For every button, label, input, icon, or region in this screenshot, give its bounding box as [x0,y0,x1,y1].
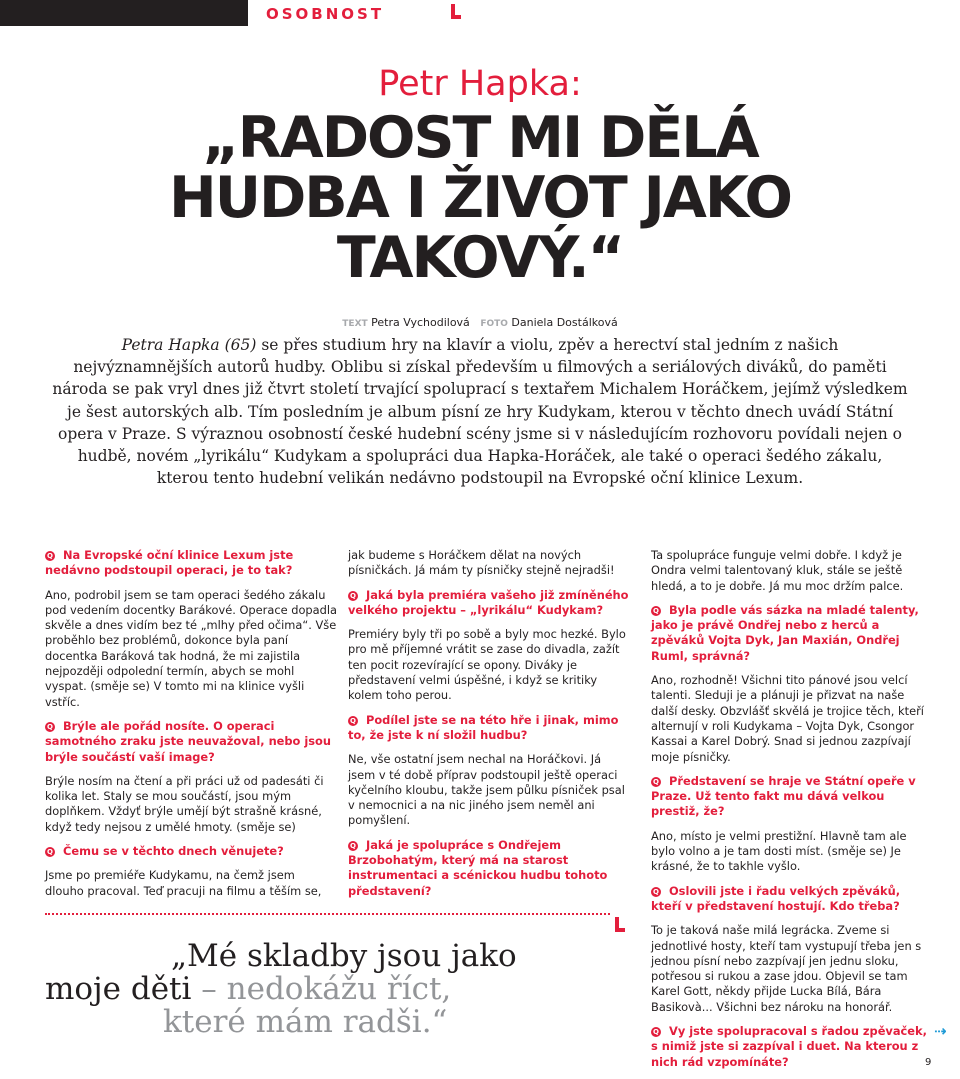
answer: Premiéry byly tři po sobě a byly moc hezké. Bylo pro mě příjemné vrátit se zase do divadla, zažít ten pocit rozevírající se opony. Diváky je představení velmi úspěšné, i když se kritiky kolem toho perou. [348,627,626,703]
credits [0,316,960,329]
question-icon: Q [348,716,358,726]
qa-block [348,548,631,579]
qa-block [651,548,933,594]
photo-credit-author: Daniela Dostálková [511,316,618,329]
qa-block [45,548,337,710]
question [45,548,337,579]
arrow-right-icon: ⇢ [934,1022,947,1040]
answer: Ne, vše ostatní jsem nechal na Horáčkovi. Já jsem v té době příprav podstoupil ještě operaci kyčelního kloubu, takže jsem půlku písniček psal v nemocnici a na nic jiného jsem neměl ani pomyšlení. [348,752,625,828]
answer: Brýle nosím na čtení a při práci už od padesáti či kolika let. Staly se mou součástí, jsou mým doplňkem. Vždyť brýle umějí být strašně krásné, když tedy nejsou z umělé hmoty. (směje se) [45,773,324,834]
column-2 [348,548,631,908]
headline-line: TAKOVÝ.“ [336,225,624,291]
question-text: Čemu se v těchto dnech věnujete? [63,844,284,859]
question-text: Byla podle vás sázka na mladé talenty, jako je právě Ondřej nebo z herců a zpěváků Vojta Dyk, Jan Maxián, Ondřej Ruml, správná? [651,602,919,663]
headline-line: „RADOST MI DĚLÁ [202,105,758,171]
question-icon: Q [45,847,55,857]
answer: Jsme po premiéře Kudykamu, na čemž jsem dlouho pracoval. Teď pracuji na filmu a těším se, [45,868,322,898]
corner-mark-icon [615,917,625,932]
question [348,713,631,744]
qa-block [45,844,337,899]
answer: To je taková naše milá legrácka. Zveme si jednotlivé hosty, kteří tam vystupují třeba jen s jednou písní nebo zazpívají jen jednu sloku, potřesou si rukou a zase jdou. Objevil se tam Karel Gott, někdy přijde Lucka Bílá, Bára Basikovà... Všichni bez nároku na honorář. [651,923,922,1014]
question-text: Jaká je spolupráce s Ondřejem Brzobohatým, který má na starost instrumentaci a scénickou hudbu tohoto představení? [348,837,608,898]
corner-mark-icon [451,4,461,19]
question [651,603,933,664]
question [45,719,337,765]
question [651,884,933,915]
answer: Ano, podrobil jsem se tam operaci šedého zákalu pod vedením docentky Barákové. Operace dopadla skvěle a dnes vidím bez té „mlhy před očima“. Vše proběhlo bez problémů, dokonce byla paní docentka Baráková tak hodná, že mi zajistila nejpozději odpolední termín, abych se mohl vyspat. (směje se) V tomto mi na klinice vyšli vstříc. [45,587,337,709]
question [651,774,933,820]
pull-quote [45,940,605,1039]
answer: Ano, rozhodně! Všichni tito pánové jsou velcí talenti. Sleduji je a plánuji je přizvat na naše další desky. Obzvlášť skvělá je trojice těch, kteří alternují v roli Kudykama – Vojta Dyk, Csongor Kassai a Karel Dobrý. Snad si jednou zazpívají moje písničky. [651,673,924,764]
answer: Ta spolupráce funguje velmi dobře. I když je Ondra velmi talentovaný kluk, stále se ještě hledá, a to je dobře. Já mu moc držím palce. [651,548,904,593]
qa-block [348,588,631,704]
qa-block [651,884,933,1015]
question-icon: Q [651,606,661,616]
qa-block [348,838,631,899]
question-icon: Q [348,841,358,851]
page-number: 9 [925,1057,932,1068]
column-1 [45,548,337,908]
question [348,838,631,899]
qa-block [651,1024,933,1070]
article-subtitle: Petr Hapka: [378,64,582,104]
answer: jak budeme s Horáčkem dělat na nových písničkách. Já mám ty písničky stejně nejradši! [348,548,615,578]
divider [45,913,610,915]
pull-quote-line: „Mé skladby jsou jako [171,938,517,974]
section-label: OSOBNOST [266,5,385,23]
headline-line: HUDBA I ŽIVOT JAKO [169,165,791,231]
pull-quote-line: které mám radši.“ [163,1004,448,1040]
question-text: Oslovili jste i řadu velkých zpěváků, kteří v představení hostují. Kdo třeba? [651,883,901,913]
question [45,844,337,859]
qa-block [651,774,933,875]
question-text: Brýle ale pořád nosíte. O operaci samotného zraku jste neuvažoval, nebo jsou brýle součástí vaší image? [45,718,331,764]
qa-block [45,719,337,835]
pull-quote-grey: – nedokážu říct, [191,971,452,1007]
photo-credit-label: FOTO [480,319,508,329]
lead-paragraph [50,334,910,489]
answer: Ano, místo je velmi prestižní. Hlavně tam ale bylo volno a je tam dosti míst. (směje se) Je krásné, že to takhle vyšlo. [651,828,907,874]
header-bar [0,0,248,26]
question [651,1024,933,1070]
article-headline [110,105,850,291]
question-text: Na Evropské oční klinice Lexum jste nedávno podstoupil operaci, je to tak? [45,548,294,578]
pull-quote-line [45,973,605,1006]
question-text: Jaká byla premiéra vašeho již zmíněného velkého projektu – „lyrikálu“ Kudykam? [348,587,629,617]
text-credit-label: TEXT [342,319,368,329]
question [348,588,631,619]
question-text: Představení se hraje ve Státní opeře v Praze. Už tento fakt mu dává velkou prestiž, že? [651,773,916,819]
question-icon: Q [348,591,358,601]
question-icon: Q [45,551,55,561]
qa-block [651,603,933,765]
text-credit-author: Petra Vychodilová [371,316,470,329]
lead-name: Petra Hapka (65) [121,336,257,354]
question-icon: Q [651,887,661,897]
pull-quote-emphasis: moje děti [45,971,192,1007]
lead-text: se přes studium hry na klavír a violu, zpěv a herectví stal jedním z našich nejvýznamnějších autorů hudby. Oblibu si získal především u filmových a seriálových diváků, do paměti národa se pak vryl dnes již čtvrt století trvající spoluprací s textařem Michalem Horáčkem, jejímž výsledkem je šest autorských alb. Tím posledním je album písní ze hry Kudykam, kterou v těchto dnech uvádí Státní opera v Praze. S výraznou osobností české hudební scény jsme si v následujícím rozhovoru povídali nejen o hudbě, novém „lyrikálu“ Kudykam a spolupráci dua Hapka-Horáček, ale také o operaci šedého zákalu, kterou tento hudební velikán nedávno podstoupil na Evropské oční klinice Lexum. [52,336,908,488]
question-text: Vy jste spolupracoval s řadou zpěvaček, s nimiž jste si zazpíval i duet. Na kterou z nich rád vzpomínáte? [651,1024,927,1069]
question-text: Podílel jste se na této hře i jinak, mimo to, že jste k ní složil hudbu? [348,712,619,742]
column-3 [651,548,933,1079]
question-icon: Q [651,777,661,787]
qa-block [348,713,631,829]
question-icon: Q [651,1027,661,1037]
question-icon: Q [45,722,55,732]
